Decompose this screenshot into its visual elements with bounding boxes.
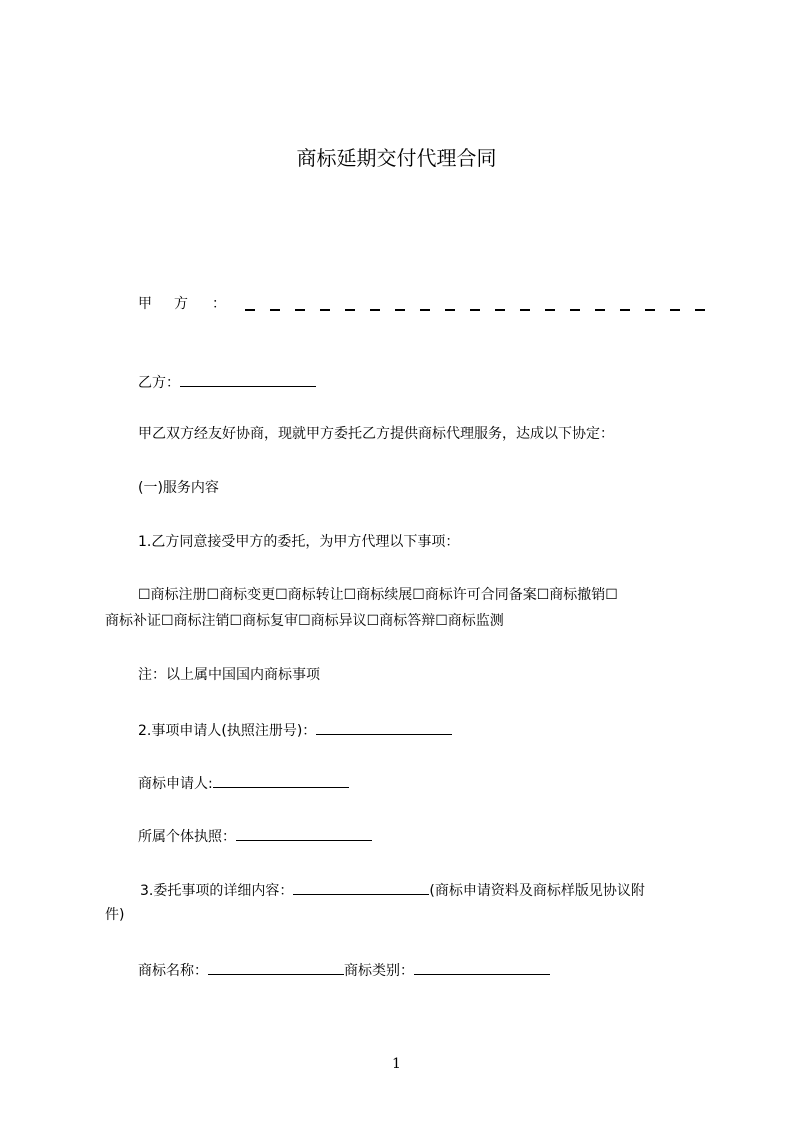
individual-license-row [138, 825, 372, 847]
party-b-fill-line[interactable] [180, 371, 316, 387]
trademark-row [138, 959, 550, 981]
item-2-row [138, 719, 452, 741]
party-a-label-2: 方 [174, 296, 188, 312]
note-text: 注：以上属中国国内商标事项 [138, 667, 320, 683]
applicant-row [138, 772, 349, 794]
item-3-suffix-continued: 件) [105, 907, 125, 923]
party-a-row [138, 293, 708, 315]
trademark-class-fill-line[interactable] [414, 959, 550, 975]
party-a-fill-line[interactable] [245, 309, 705, 311]
party-b-row [138, 371, 316, 393]
item-3-row [140, 879, 645, 901]
trademark-name-label: 商标名称： [138, 963, 208, 979]
service-checkbox-list-line-2[interactable]: 商标补证☐商标注销☐商标复审☐商标异议☐商标答辩☐商标监测 [105, 613, 504, 629]
intro-paragraph: 甲乙双方经友好协商，现就甲方委托乙方提供商标代理服务，达成以下协定： [138, 426, 614, 442]
item-3-suffix: (商标申请资料及商标样版见协议附 [429, 883, 645, 899]
item-3-fill-line[interactable] [293, 879, 429, 895]
item-1-text: 1.乙方同意接受甲方的委托，为甲方代理以下事项： [138, 534, 460, 550]
item-3-label: 3.委托事项的详细内容： [140, 883, 294, 899]
applicant-fill-line[interactable] [213, 772, 349, 788]
applicant-label: 商标申请人: [138, 776, 213, 792]
party-b-label: 乙方： [138, 375, 180, 391]
item-2-fill-line[interactable] [316, 719, 452, 735]
trademark-name-fill-line[interactable] [208, 959, 344, 975]
item-2-label: 2.事项申请人(执照注册号)： [138, 723, 317, 739]
document-title: 商标延期交付代理合同 [296, 146, 497, 170]
individual-license-label: 所属个体执照： [138, 829, 236, 845]
trademark-class-label: 商标类别： [344, 963, 414, 979]
section-heading-services: (一)服务内容 [138, 480, 219, 496]
individual-license-fill-line[interactable] [236, 825, 372, 841]
party-a-colon: ： [212, 296, 226, 312]
service-checkbox-list-line-1[interactable]: ☐商标注册☐商标变更☐商标转让☐商标续展☐商标许可合同备案☐商标撤销☐ [138, 587, 618, 603]
page-number: 1 [392, 1056, 401, 1072]
party-a-label-1: 甲 [138, 296, 152, 312]
